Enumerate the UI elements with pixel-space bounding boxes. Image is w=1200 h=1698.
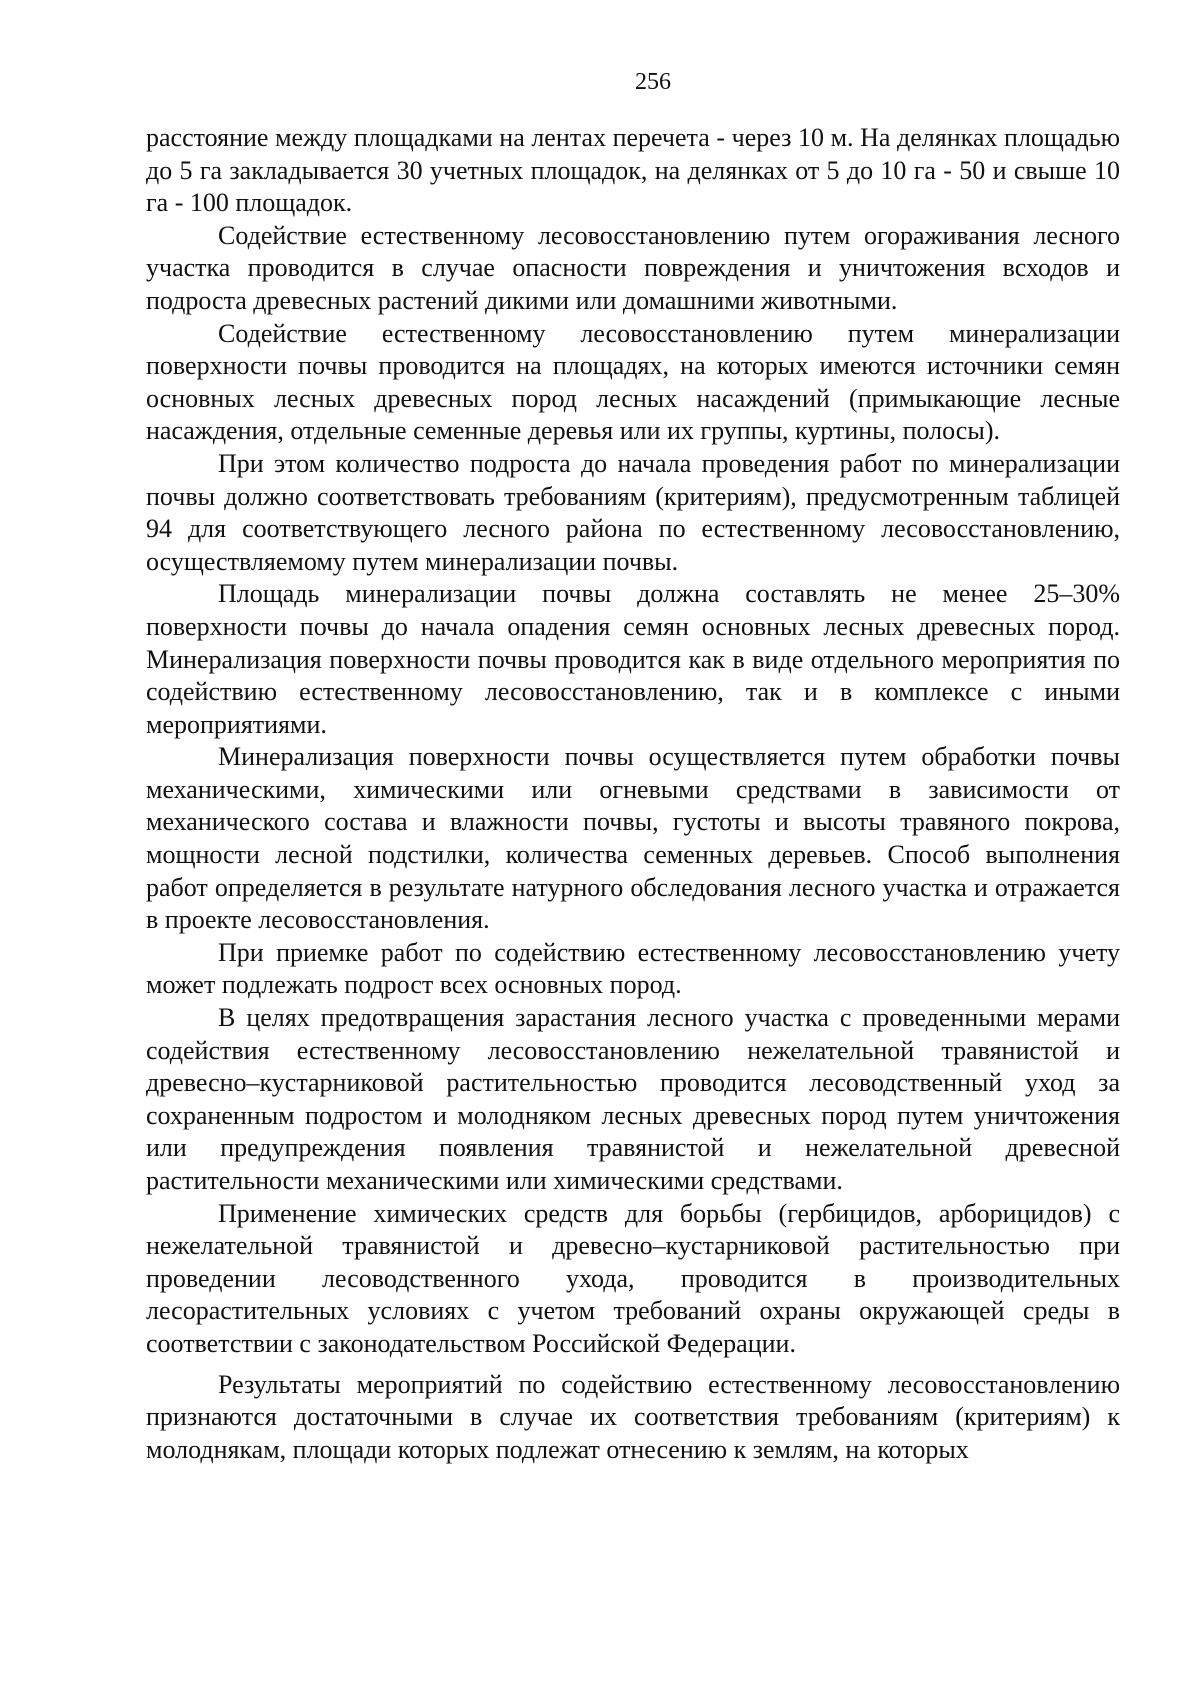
paragraph-results: Результаты мероприятий по содействию естественному лесовосстановлению признаются достаточными в случае их соответствия требованиям (критериям) к молоднякам, площади которых подлежат отнесению к землям, на которых (146, 1369, 1120, 1464)
paragraph-overgrowth-prevention: В целях предотвращения зарастания лесного участка с проведенными мерами содействия естественному лесовосстановлению нежелательной травянистой и древесно–кустарниковой растительностью проводится лесоводственный уход за сохраненным подростом и молодняком лесных древесных пород путем уничтожения или предупреждения появления травянистой и нежелательной древесной растительности механическими или химическими средствами. (146, 1003, 1120, 1195)
document-body (146, 122, 1120, 1466)
paragraph-continuation: расстояние между площадками на лентах перечета - через 10 м. На делянках площадью до 5 га закладывается 30 учетных площадок, на делянках от 5 до 10 га - 50 и свыше 10 га - 100 площадок. (146, 123, 1120, 218)
paragraph-undergrowth-count: При этом количество подроста до начала проведения работ по минерализации почвы должно соответствовать требованиям (критериям), предусмотренным таблицей 94 для соответствующего лесного района по естественному лесовосстановлению, осуществляемому путем минерализации почвы. (146, 448, 1120, 576)
paragraph-mineralization: Содействие естественному лесовосстановлению путем минерализации поверхности почвы проводится на площадях, на которых имеются источники семян основных лесных древесных пород лесных насаждений (примыкающие лесные насаждения, отдельные семенные деревья или их группы, куртины, полосы). (146, 318, 1120, 446)
paragraph-acceptance: При приемке работ по содействию естественному лесовосстановлению учету может подлежать подрост всех основных пород. (146, 937, 1120, 1000)
paragraph-fencing: Содействие естественному лесовосстановлению путем огораживания лесного участка проводится в случае опасности повреждения и уничтожения всходов и подроста древесных растений дикими или домашними животными. (146, 220, 1120, 315)
paragraph-mineralization-methods: Минерализация поверхности почвы осуществляется путем обработки почвы механическими, химическими или огневыми средствами в зависимости от механического состава и влажности почвы, густоты и высоты травяного покрова, мощности лесной подстилки, количества семенных деревьев. Способ выполнения работ определяется в результате натурного обследования лесного участка и отражается в проекте лесовосстановления. (146, 742, 1120, 935)
paragraph-chemical-means: Применение химических средств для борьбы (гербицидов, арборицидов) с нежелательной травянистой и древесно–кустарниковой растительностью при проведении лесоводственного ухода, проводится в производительных лесорастительных условиях с учетом требований охраны окружающей среды в соответствии с законодательством Российской Федерации. (146, 1198, 1120, 1358)
paragraph-mineralization-area: Площадь минерализации почвы должна составлять не менее 25–30% поверхности почвы до начала опадения семян основных лесных древесных пород. Минерализация поверхности почвы проводится как в виде отдельного мероприятия по содействию естественному лесовосстановлению, так и в комплексе с иными мероприятиями. (146, 579, 1120, 739)
page-number: 256 (635, 69, 671, 95)
